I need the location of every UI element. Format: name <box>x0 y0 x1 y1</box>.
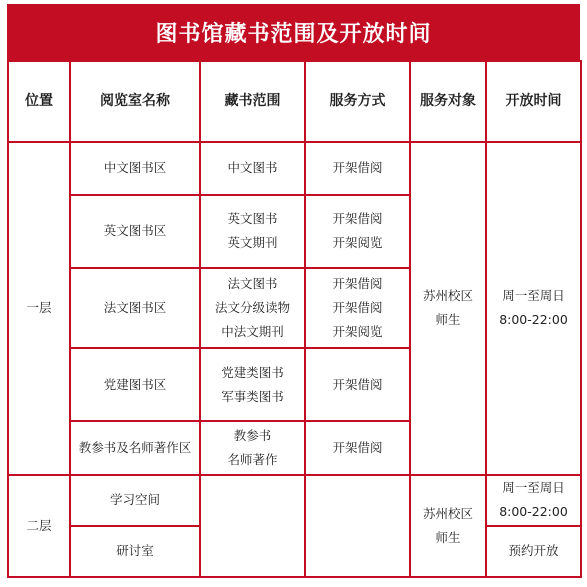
table-header-row <box>8 61 581 142</box>
scope-cell <box>200 268 305 349</box>
scope-line: 教参书 <box>233 427 272 443</box>
service-cell <box>305 142 410 195</box>
header-location: 位置 <box>8 61 70 142</box>
floor2-target <box>410 475 486 577</box>
scope-line: 法文分级读物 <box>214 299 290 315</box>
service-cell <box>305 348 410 421</box>
header-hours: 开放时间 <box>486 61 581 142</box>
scope-line: 名师著作 <box>227 451 278 467</box>
table-row <box>8 475 581 525</box>
service-cell <box>305 268 410 349</box>
hours-line: 预约开放 <box>508 543 559 559</box>
scope-line: 法文图书 <box>227 275 278 291</box>
scope-line: 党建类图书 <box>221 364 284 380</box>
scope-cell <box>200 348 305 421</box>
hours-line: 8:00-22:00 <box>499 504 568 520</box>
room-name: 党建图书区 <box>70 348 200 421</box>
scope-cell <box>200 195 305 268</box>
scope-line: 军事类图书 <box>221 388 284 404</box>
page-title: 图书馆藏书范围及开放时间 <box>7 4 580 60</box>
scope-line: 英文图书 <box>227 211 278 227</box>
service-cell <box>305 195 410 268</box>
target-line: 师生 <box>435 530 461 546</box>
room-name: 教参书及名师著作区 <box>70 421 200 475</box>
header-room: 阅览室名称 <box>70 61 200 142</box>
room-name: 研讨室 <box>70 526 200 577</box>
schedule-panel <box>7 4 580 580</box>
floor2-location: 二层 <box>8 475 70 577</box>
hours-line: 周一至周日 <box>502 480 565 496</box>
room-name: 法文图书区 <box>70 268 200 349</box>
scope-cell <box>200 421 305 475</box>
service-line: 开架阅览 <box>332 323 383 339</box>
scope-line: 中文图书 <box>227 160 278 176</box>
hours-cell <box>486 475 581 525</box>
service-line: 开架借阅 <box>332 376 383 392</box>
hours-line: 周一至周日 <box>502 288 565 304</box>
service-line: 开架借阅 <box>332 160 383 176</box>
scope-cell <box>200 142 305 195</box>
scope-line: 中法文期刊 <box>221 323 284 339</box>
target-line: 师生 <box>435 312 461 328</box>
service-line: 开架借阅 <box>332 439 383 455</box>
floor1-location: 一层 <box>8 142 70 476</box>
hours-line: 8:00-22:00 <box>499 312 568 328</box>
hours-cell <box>486 526 581 577</box>
target-line: 苏州校区 <box>422 288 473 304</box>
header-scope: 藏书范围 <box>200 61 305 142</box>
table-row <box>8 142 581 195</box>
floor1-hours <box>486 142 581 476</box>
service-cell-empty <box>305 475 410 577</box>
floor1-target <box>410 142 486 476</box>
scope-line: 英文期刊 <box>227 235 278 251</box>
room-name: 学习空间 <box>70 475 200 525</box>
target-line: 苏州校区 <box>422 506 473 522</box>
collection-table <box>7 60 582 578</box>
header-target: 服务对象 <box>410 61 486 142</box>
service-line: 开架借阅 <box>332 299 383 315</box>
service-cell <box>305 421 410 475</box>
room-name: 中文图书区 <box>70 142 200 195</box>
header-service: 服务方式 <box>305 61 410 142</box>
service-line: 开架阅览 <box>332 235 383 251</box>
service-line: 开架借阅 <box>332 275 383 291</box>
scope-cell-empty <box>200 475 305 577</box>
service-line: 开架借阅 <box>332 211 383 227</box>
room-name: 英文图书区 <box>70 195 200 268</box>
